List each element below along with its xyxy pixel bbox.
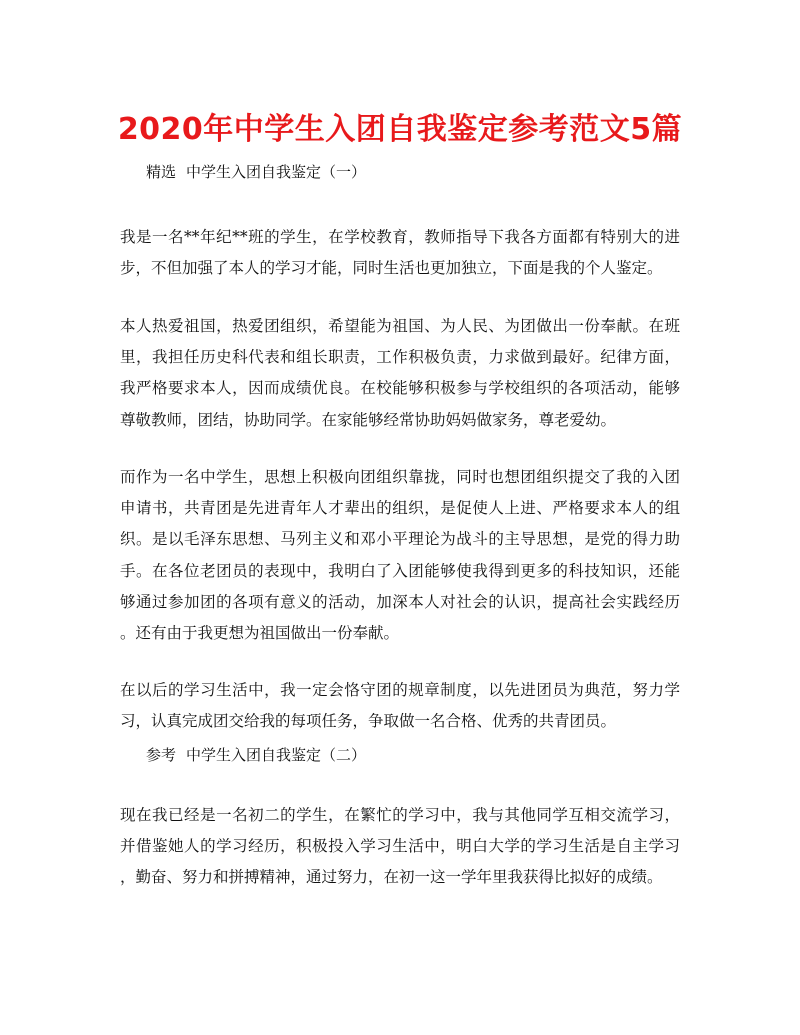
- document-title: 2020年中学生入团自我鉴定参考范文5篇: [117, 112, 683, 147]
- paragraph-1: [120, 222, 680, 284]
- paragraph-line: 我严格要求本人，因而成绩优良。在校能够积极参与学校组织的各项活动，能够: [120, 379, 680, 398]
- section-prefix: 参考: [146, 746, 177, 764]
- paragraph-line: 并借鉴她人的学习经历，积极投入学习生活中，明白大学的学习生活是自主学习: [120, 837, 680, 856]
- paragraph-3: [120, 462, 680, 649]
- paragraph-line: 步，不但加强了本人的学习才能，同时生活也更加独立，下面是我的个人鉴定。: [120, 259, 663, 278]
- paragraph-line: 够通过参加团的各项有意义的活动，加深本人对社会的认识，提高社会实践经历: [120, 592, 680, 611]
- paragraph-line: ，勤奋、努力和拼搏精神，通过努力，在初一这一学年里我获得比拟好的成绩。: [120, 868, 663, 887]
- paragraph-line: 。还有由于我更想为祖国做出一份奉献。: [120, 624, 400, 643]
- paragraph-line: 现在我已经是一名初二的学生，在繁忙的学习中，我与其他同学互相交流学习，: [120, 806, 680, 824]
- paragraph-line: 里，我担任历史科代表和组长职责，工作积极负责，力求做到最好。纪律方面，: [120, 348, 680, 367]
- paragraph-line: 本人热爱祖国，热爱团组织，希望能为祖国、为人民、为团做出一份奉献。在班: [120, 317, 680, 335]
- paragraph-line: 我是一名**年纪**班的学生，在学校教育，教师指导下我各方面都有特别大的进: [120, 228, 680, 246]
- paragraph-line: 而作为一名中学生，思想上积极向团组织靠拢，同时也想团组织提交了我的入团: [120, 468, 680, 486]
- paragraph-line: 在以后的学习生活中，我一定会恪守团的规章制度，以先进团员为典范，努力学: [120, 681, 680, 699]
- section-title: 中学生入团自我鉴定（一）: [186, 163, 367, 181]
- paragraph-4: [120, 675, 680, 737]
- section-heading-1: [146, 160, 366, 184]
- paragraph-line: 织。是以毛泽东思想、马列主义和邓小平理论为战斗的主导思想，是党的得力助: [120, 530, 680, 549]
- paragraph-5: [120, 800, 680, 894]
- paragraph-line: 尊敬教师，团结，协助同学。在家能够经常协助妈妈做家务，尊老爱幼。: [120, 410, 617, 429]
- paragraph-line: 手。在各位老团员的表现中，我明白了入团能够使我得到更多的科技知识，还能: [120, 561, 680, 580]
- paragraph-2: [120, 311, 680, 436]
- section-heading-2: [146, 743, 366, 767]
- paragraph-line: 申请书，共青团是先进青年人才辈出的组织，是促使人上进、严格要求本人的组: [120, 499, 680, 518]
- section-title: 中学生入团自我鉴定（二）: [186, 746, 367, 764]
- paragraph-line: 习，认真完成团交给我的每项任务，争取做一名合格、优秀的共青团员。: [120, 712, 617, 731]
- section-prefix: 精选: [146, 163, 177, 181]
